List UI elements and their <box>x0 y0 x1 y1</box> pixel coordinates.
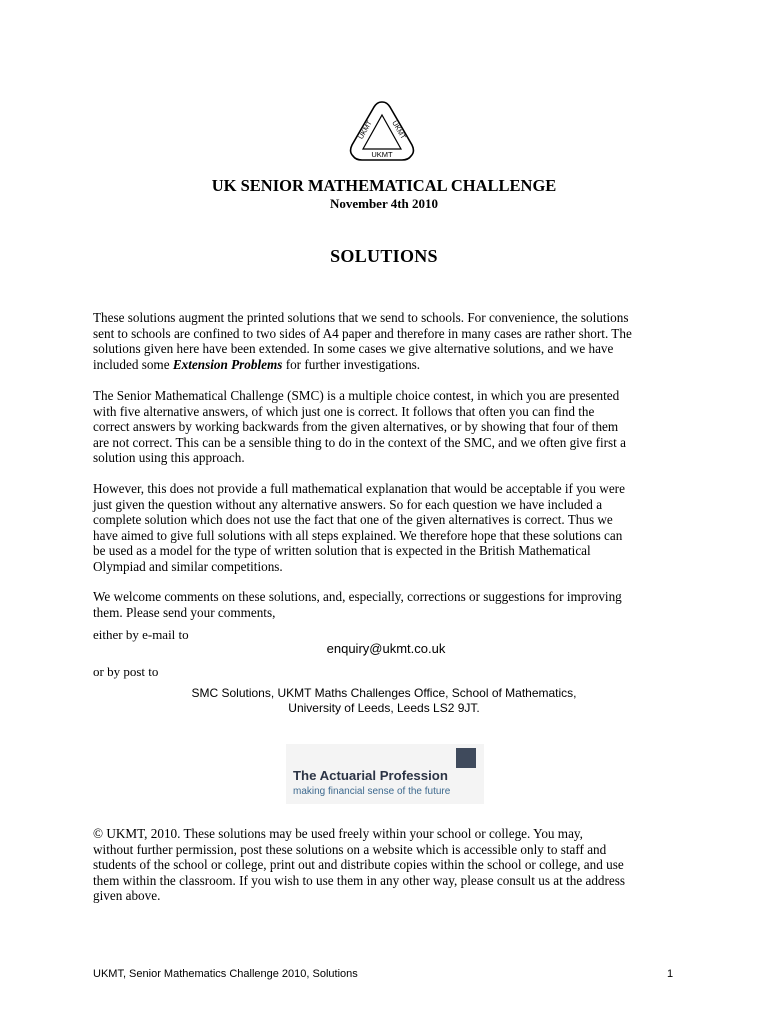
sponsor-tagline: making financial sense of the future <box>293 786 451 797</box>
copyright-paragraph <box>93 826 678 904</box>
logo-text-left: UKMT <box>357 119 374 141</box>
copyright-line: © UKMT, 2010. These solutions may be used freely within your school or college. You may, <box>93 826 583 841</box>
smc-line: correct answers by working backwards from the given alternatives, or by showing that four of them <box>93 419 619 435</box>
copyright-line: students of the school or college, print out and distribute copies within the school or college, and use <box>93 857 624 873</box>
copyright-line: given above. <box>93 888 161 904</box>
smc-line: are not correct. This can be a sensible thing to do in the context of the SMC, and we often give first a <box>93 434 626 450</box>
intro-paragraph <box>93 310 678 372</box>
address-line: SMC Solutions, UKMT Maths Challenges Office, School of Mathematics, <box>191 686 577 700</box>
copyright-line: without further permission, post these solutions on a website which is accessible only to staff and <box>93 841 607 857</box>
extension-problems-emphasis: Extension Problems <box>172 356 283 372</box>
postal-address <box>0 686 768 716</box>
ukmt-logo <box>347 99 417 163</box>
intro-text: included some <box>93 356 173 372</box>
however-line: complete solution which does not use the fact that one of the given alternatives is correct. Thus we <box>93 512 613 528</box>
intro-line: sent to schools are confined to two sides of A4 paper and therefore in many cases are rather short. The <box>93 325 632 341</box>
smc-paragraph <box>93 388 678 466</box>
contact-email-link[interactable]: enquiry@ukmt.co.uk <box>326 641 446 656</box>
smc-line: solution using this approach. <box>93 450 245 466</box>
post-intro: or by post to <box>93 664 159 679</box>
email-intro: either by e-mail to <box>93 627 189 642</box>
address-line: University of Leeds, Leeds LS2 9JT. <box>288 701 480 715</box>
however-line: Olympiad and similar competitions. <box>93 558 283 574</box>
page-number: 1 <box>667 968 674 980</box>
welcome-line: We welcome comments on these solutions, and, especially, corrections or suggestions for improving <box>93 589 622 604</box>
intro-line: These solutions augment the printed solutions that we send to schools. For convenience, the solutions <box>93 310 629 325</box>
however-line: have aimed to give full solutions with all steps explained. We therefore hope that these solutions can <box>93 527 623 543</box>
document-date: November 4th 2010 <box>329 196 439 211</box>
intro-text: for further investigations. <box>282 356 421 372</box>
smc-line: with five alternative answers, of which just one is correct. It follows that often you can find the <box>93 403 595 419</box>
intro-line <box>93 357 678 373</box>
intro-line: solutions given here have been extended. In some cases we give alternative solutions, and we have <box>93 341 614 357</box>
copyright-line: them within the classroom. If you wish to use them in any other way, please consult us at the address <box>93 872 626 888</box>
welcome-paragraph <box>93 589 678 620</box>
however-line: However, this does not provide a full mathematical explanation that would be acceptable if you were <box>93 481 625 496</box>
logo-square-icon <box>456 748 476 768</box>
however-line: just given the question without any alternative answers. So for each question we have included a <box>93 496 603 512</box>
logo-text-right: UKMT <box>390 119 407 141</box>
document-title: UK SENIOR MATHEMATICAL CHALLENGE <box>211 176 557 195</box>
however-paragraph <box>93 481 678 575</box>
page-footer-title: UKMT, Senior Mathematics Challenge 2010, Solutions <box>93 968 358 980</box>
welcome-line: them. Please send your comments, <box>93 604 276 620</box>
smc-line: The Senior Mathematical Challenge (SMC) is a multiple choice contest, in which you are presented <box>93 388 620 403</box>
logo-text-bottom: UKMT <box>371 150 393 159</box>
however-line: be used as a model for the type of written solution that is expected in the British Mathematical <box>93 543 591 559</box>
sponsor-name: The Actuarial Profession <box>293 768 448 783</box>
actuarial-profession-logo <box>286 744 484 804</box>
section-heading: SOLUTIONS <box>330 246 438 266</box>
ukmt-logo-icon <box>347 99 417 163</box>
